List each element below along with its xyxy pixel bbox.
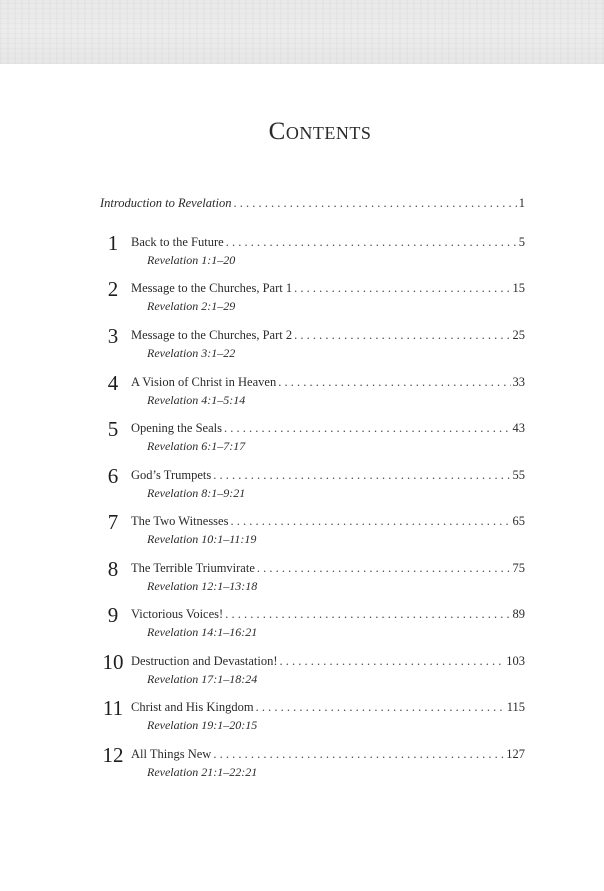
dot-leader xyxy=(279,654,504,669)
toc-entry-11[interactable] xyxy=(100,696,525,740)
toc-entry-8[interactable] xyxy=(100,557,525,601)
chapter-page: 103 xyxy=(506,654,525,668)
chapter-page: 43 xyxy=(512,421,525,435)
chapter-title: God’s Trumpets xyxy=(131,468,212,482)
toc-entry-5[interactable] xyxy=(100,417,525,461)
toc-intro-page: 1 xyxy=(518,196,525,210)
header-texture-band xyxy=(0,0,604,64)
dot-leader xyxy=(278,375,510,390)
dot-leader xyxy=(213,747,504,762)
chapter-scripture: Revelation 10:1–11:19 xyxy=(147,532,257,546)
chapter-page: 25 xyxy=(512,328,525,342)
chapter-number: 6 xyxy=(107,464,119,488)
chapter-page: 33 xyxy=(512,375,525,389)
dot-leader xyxy=(256,700,505,715)
chapter-scripture: Revelation 14:1–16:21 xyxy=(147,625,258,639)
chapter-scripture: Revelation 12:1–13:18 xyxy=(147,579,258,593)
chapter-title: Destruction and Devastation! xyxy=(131,654,278,668)
chapter-number: 9 xyxy=(107,603,119,627)
chapter-title: Christ and His Kingdom xyxy=(131,700,254,714)
dot-leader xyxy=(294,281,510,296)
chapter-title: The Terrible Triumvirate xyxy=(131,561,255,575)
chapter-scripture: Revelation 6:1–7:17 xyxy=(147,439,246,453)
toc-entry-10[interactable] xyxy=(100,650,525,694)
chapter-scripture: Revelation 2:1–29 xyxy=(147,299,236,313)
chapter-scripture: Revelation 4:1–5:14 xyxy=(147,393,246,407)
toc-entry-9[interactable] xyxy=(100,603,525,647)
chapter-title: A Vision of Christ in Heaven xyxy=(131,375,277,389)
chapter-number: 11 xyxy=(102,696,124,720)
chapter-page: 75 xyxy=(512,561,525,575)
toc-entry-3[interactable] xyxy=(100,324,525,368)
dot-leader xyxy=(257,561,511,576)
toc-entry-12[interactable] xyxy=(100,743,525,787)
chapter-number: 4 xyxy=(107,371,119,395)
dot-leader xyxy=(213,468,510,483)
dot-leader xyxy=(225,607,510,622)
chapter-title: The Two Witnesses xyxy=(131,514,229,528)
chapter-number: 2 xyxy=(107,277,119,301)
toc-entry-6[interactable] xyxy=(100,464,525,508)
chapter-number: 3 xyxy=(107,324,119,348)
chapter-number: 8 xyxy=(107,557,119,581)
chapter-page: 65 xyxy=(512,514,525,528)
chapter-number: 12 xyxy=(102,743,124,767)
toc-entry-2[interactable] xyxy=(100,277,525,321)
chapter-title: Message to the Churches, Part 1 xyxy=(131,281,293,295)
chapter-scripture: Revelation 21:1–22:21 xyxy=(147,765,258,779)
toc-intro-entry[interactable] xyxy=(100,196,525,211)
chapter-title: Opening the Seals xyxy=(131,421,222,435)
chapter-number: 1 xyxy=(107,231,119,255)
page-title: Contents xyxy=(268,118,372,145)
chapter-page: 89 xyxy=(512,607,525,621)
toc-intro-title: Introduction to Revelation xyxy=(100,196,232,210)
toc-entry-7[interactable] xyxy=(100,510,525,554)
dot-leader xyxy=(226,235,517,250)
chapter-scripture: Revelation 1:1–20 xyxy=(147,253,236,267)
dot-leader xyxy=(230,514,510,529)
chapter-title: Back to the Future xyxy=(131,235,224,249)
chapter-page: 115 xyxy=(506,700,525,714)
chapter-scripture: Revelation 8:1–9:21 xyxy=(147,486,246,500)
dot-leader xyxy=(224,421,511,436)
chapter-scripture: Revelation 19:1–20:15 xyxy=(147,718,258,732)
chapter-page: 5 xyxy=(518,235,525,249)
chapter-number: 10 xyxy=(102,650,124,674)
chapter-title: Message to the Churches, Part 2 xyxy=(131,328,293,342)
chapter-scripture: Revelation 3:1–22 xyxy=(147,346,236,360)
dot-leader xyxy=(233,196,516,211)
chapter-scripture: Revelation 17:1–18:24 xyxy=(147,672,258,686)
chapter-page: 55 xyxy=(512,468,525,482)
chapter-page: 127 xyxy=(506,747,525,761)
chapter-title: Victorious Voices! xyxy=(131,607,224,621)
dot-leader xyxy=(294,328,510,343)
chapter-title: All Things New xyxy=(131,747,212,761)
toc-entry-1[interactable] xyxy=(100,231,525,275)
chapter-page: 15 xyxy=(512,281,525,295)
chapter-number: 5 xyxy=(107,417,119,441)
toc-entry-4[interactable] xyxy=(100,371,525,415)
chapter-number: 7 xyxy=(107,510,119,534)
